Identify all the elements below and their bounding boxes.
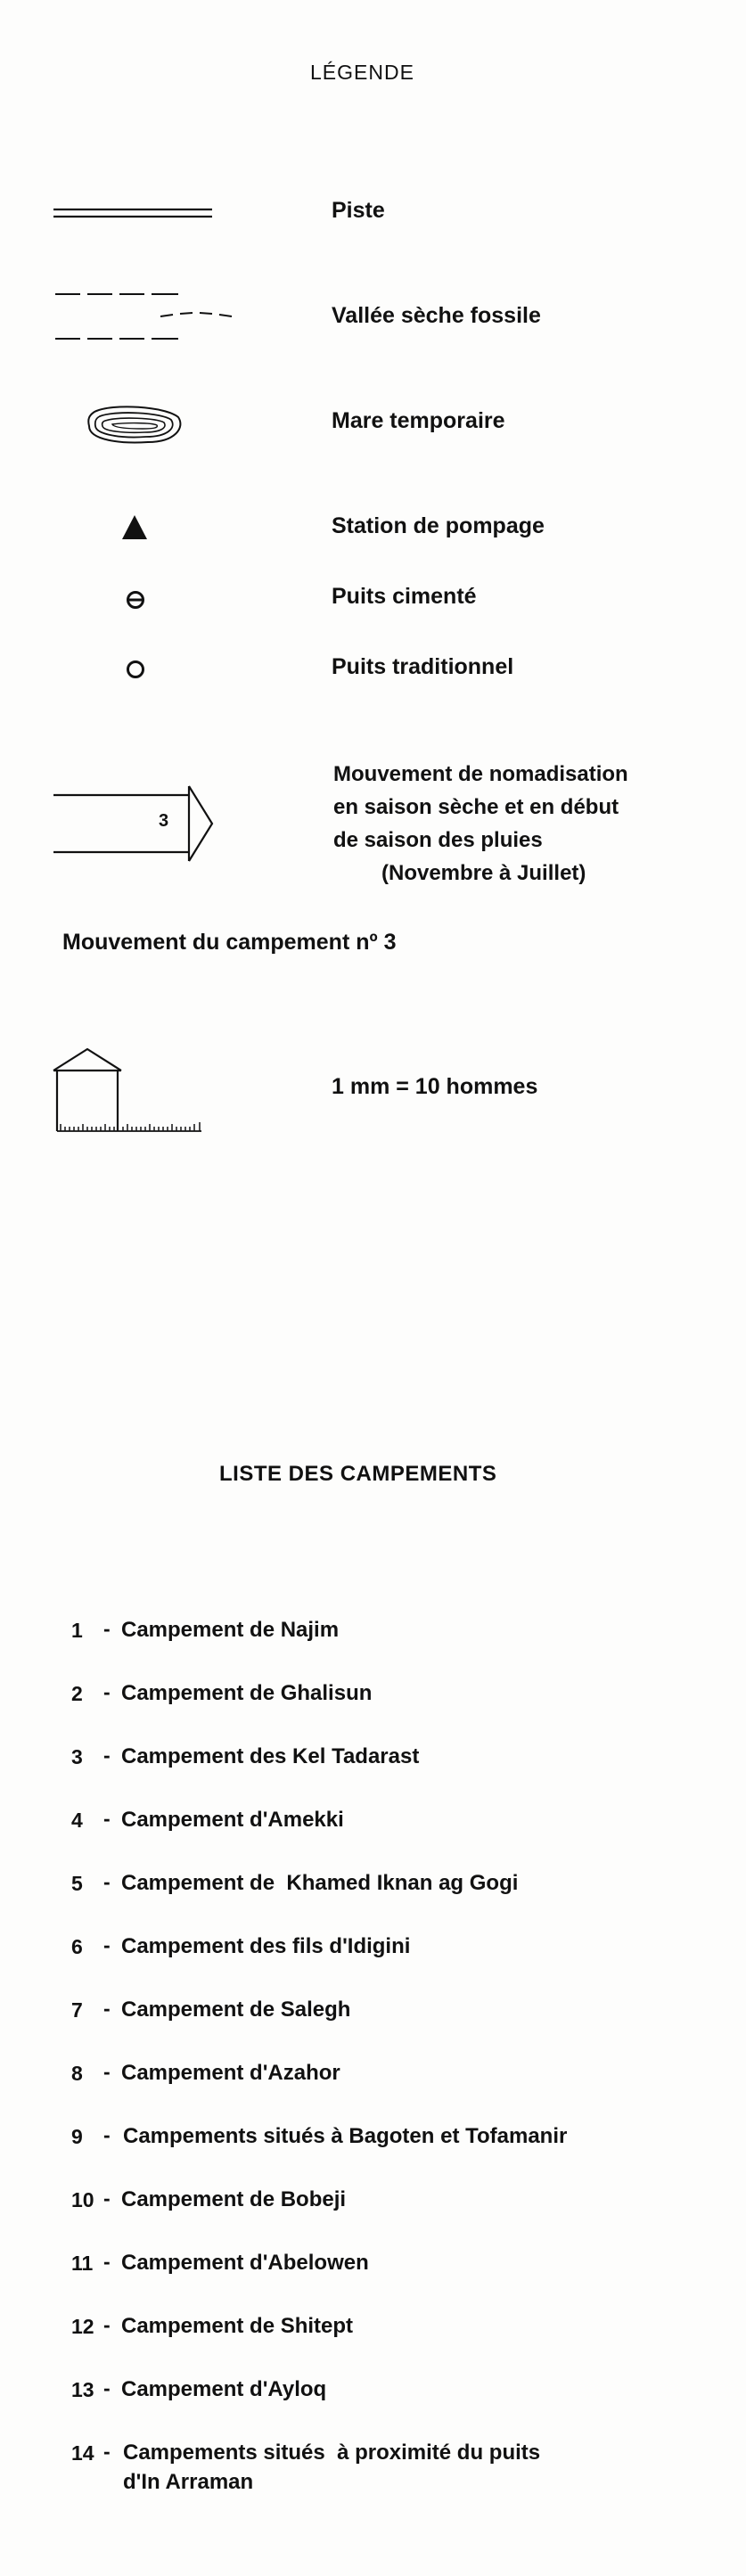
legend-label-piste: Piste [332, 198, 385, 223]
movement-arrow-icon [53, 786, 217, 861]
legend-title: LÉGENDE [310, 61, 414, 84]
movement-caption: Mouvement du campement nº 3 [62, 930, 397, 955]
legend-label-vallee: Vallée sèche fossile [332, 303, 541, 328]
pond-icon [86, 405, 184, 446]
legend-label-puits-cimente: Puits cimenté [332, 584, 477, 609]
dashed-lines-icon [53, 287, 250, 342]
movement-arrow-number: 3 [159, 811, 169, 831]
movement-description [333, 758, 628, 890]
movement-line-3: de saison des pluies [333, 828, 543, 852]
campements-list-title: LISTE DES CAMPEMENTS [219, 1462, 497, 1486]
legend-label-mare: Mare temporaire [332, 408, 505, 433]
double-line-icon [53, 207, 214, 219]
legend-label-puits-traditionnel: Puits traditionnel [332, 654, 514, 679]
movement-line-2: en saison sèche et en début [333, 795, 619, 819]
legend-label-station: Station de pompage [332, 513, 545, 538]
movement-line-4: (Novembre à Juillet) [381, 861, 586, 885]
circle-bar-icon [126, 590, 145, 610]
scale-label: 1 mm = 10 hommes [332, 1074, 538, 1099]
movement-line-1: Mouvement de nomadisation [333, 762, 628, 786]
circle-icon [126, 660, 145, 679]
triangle-icon [121, 515, 148, 540]
population-scale-icon [52, 1046, 205, 1135]
